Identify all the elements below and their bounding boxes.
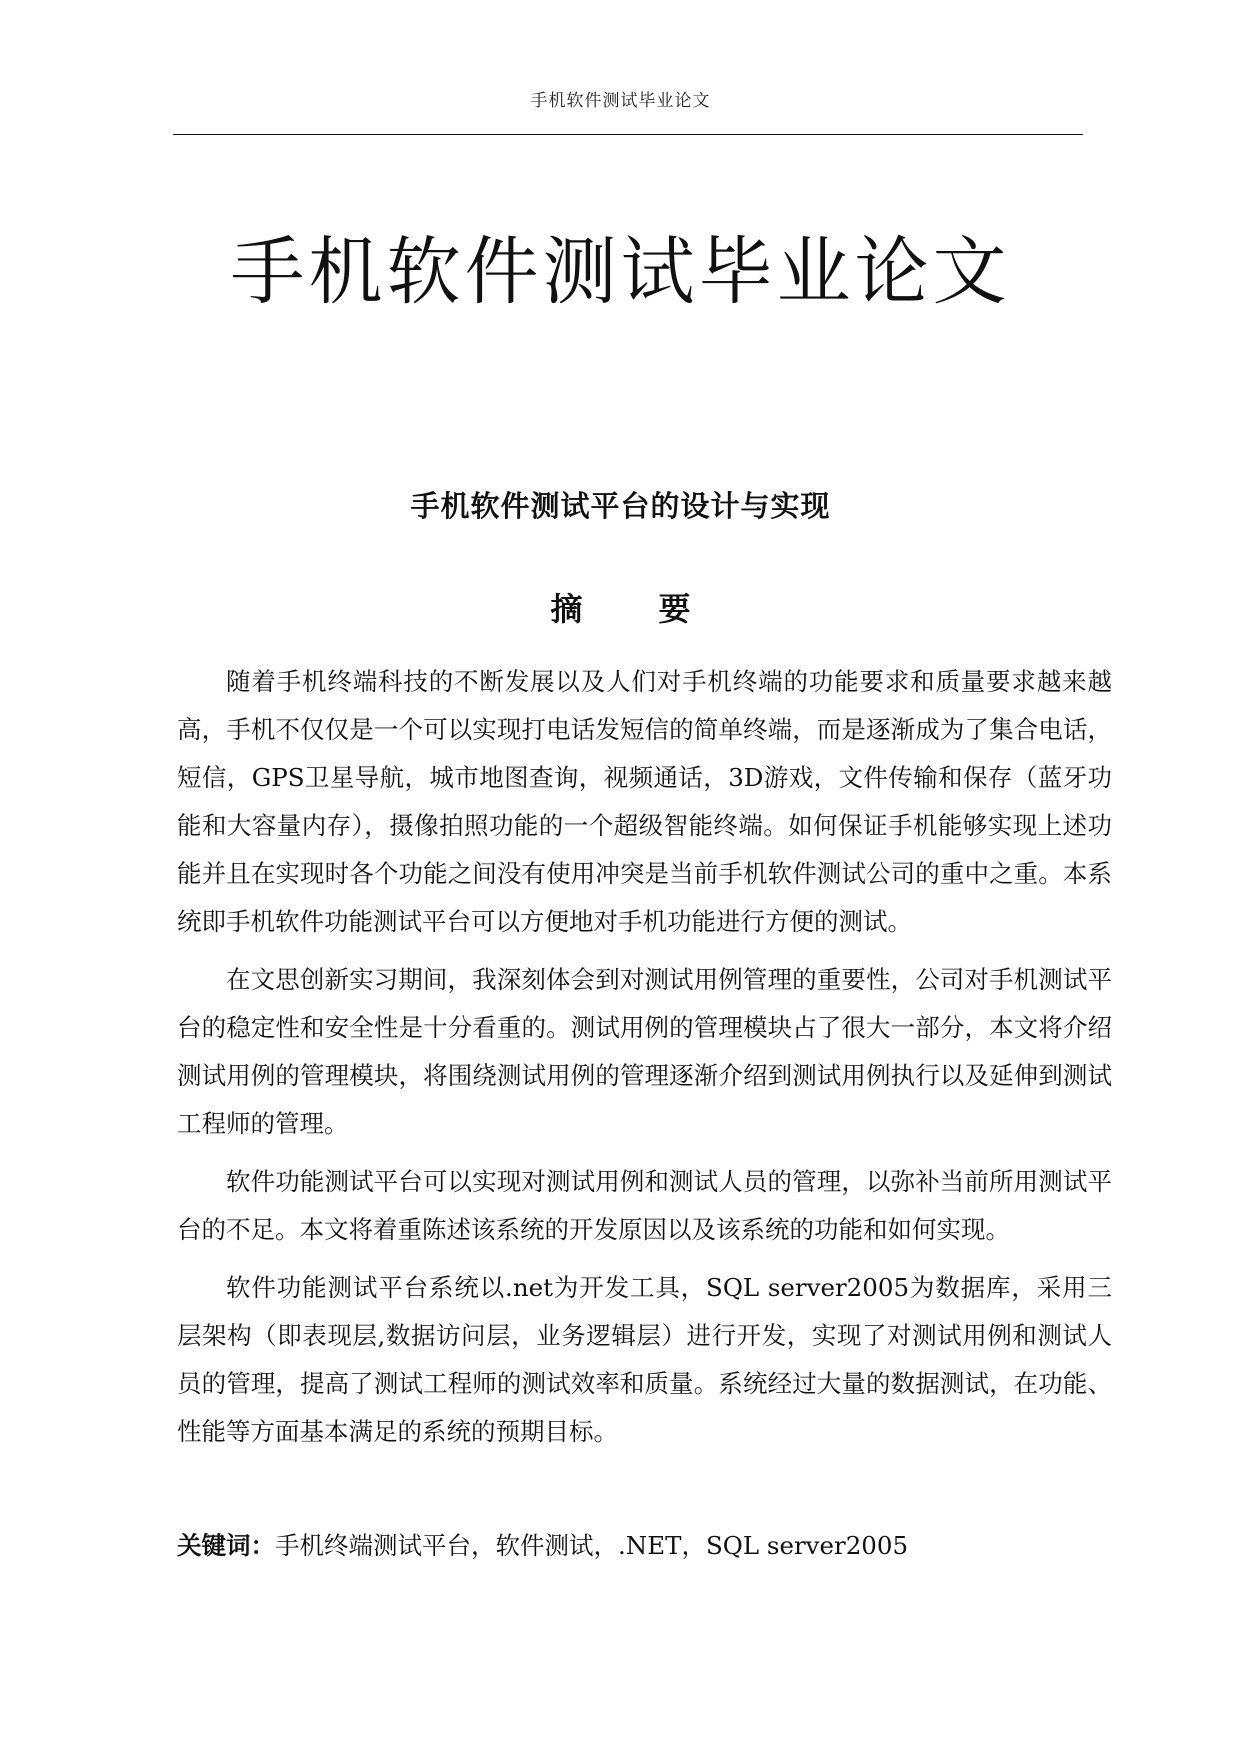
header-rule xyxy=(173,134,1083,135)
abstract-paragraph-2: 在文思创新实习期间，我深刻体会到对测试用例管理的重要性，公司对手机测试平台的稳定性和安全性是十分看重的。测试用例的管理模块占了很大一部分，本文将介绍测试用例的管理模块，将围绕测试用例的管理逐渐介绍到测试用例执行以及延伸到测试工程师的管理。 xyxy=(177,965,1112,1138)
document-title: 手机软件测试毕业论文 xyxy=(230,229,1011,315)
abstract-heading-char-1: 摘 xyxy=(550,590,583,628)
running-header: 手机软件测试毕业论文 xyxy=(530,91,711,111)
abstract-paragraph-1: 随着手机终端科技的不断发展以及人们对手机终端的功能要求和质量要求越来越高，手机不仅仅是一个可以实现打电话发短信的简单终端，而是逐渐成为了集合电话，短信，GPS卫星导航，城市地图查询，视频通话，3D游戏，文件传输和保存（蓝牙功能和大容量内存），摄像拍照功能的一个超级智能终端。如何保证手机能够实现上述功能并且在实现时各个功能之间没有使用冲突是当前手机软件测试公司的重中之重。本系统即手机软件功能测试平台可以方便地对手机功能进行方便的测试。 xyxy=(177,667,1112,936)
abstract-heading-char-2: 要 xyxy=(658,590,691,628)
abstract-heading xyxy=(0,584,1241,630)
abstract-body xyxy=(177,658,1112,1466)
keywords-value: 手机终端测试平台，软件测试，.NET，SQL server2005 xyxy=(275,1531,909,1560)
abstract-paragraph-3: 软件功能测试平台可以实现对测试用例和测试人员的管理，以弥补当前所用测试平台的不足。本文将着重陈述该系统的开发原因以及该系统的功能和如何实现。 xyxy=(177,1167,1112,1244)
document-subtitle: 手机软件测试平台的设计与实现 xyxy=(410,489,831,523)
keywords-label: 关键词： xyxy=(177,1531,275,1560)
keywords-line xyxy=(177,1522,1112,1570)
abstract-paragraph-4: 软件功能测试平台系统以.net为开发工具，SQL server2005为数据库，采用三层架构（即表现层,数据访问层，业务逻辑层）进行开发，实现了对测试用例和测试人员的管理，提高了测试工程师的测试效率和质量。系统经过大量的数据测试，在功能、性能等方面基本满足的系统的预期目标。 xyxy=(177,1273,1112,1446)
